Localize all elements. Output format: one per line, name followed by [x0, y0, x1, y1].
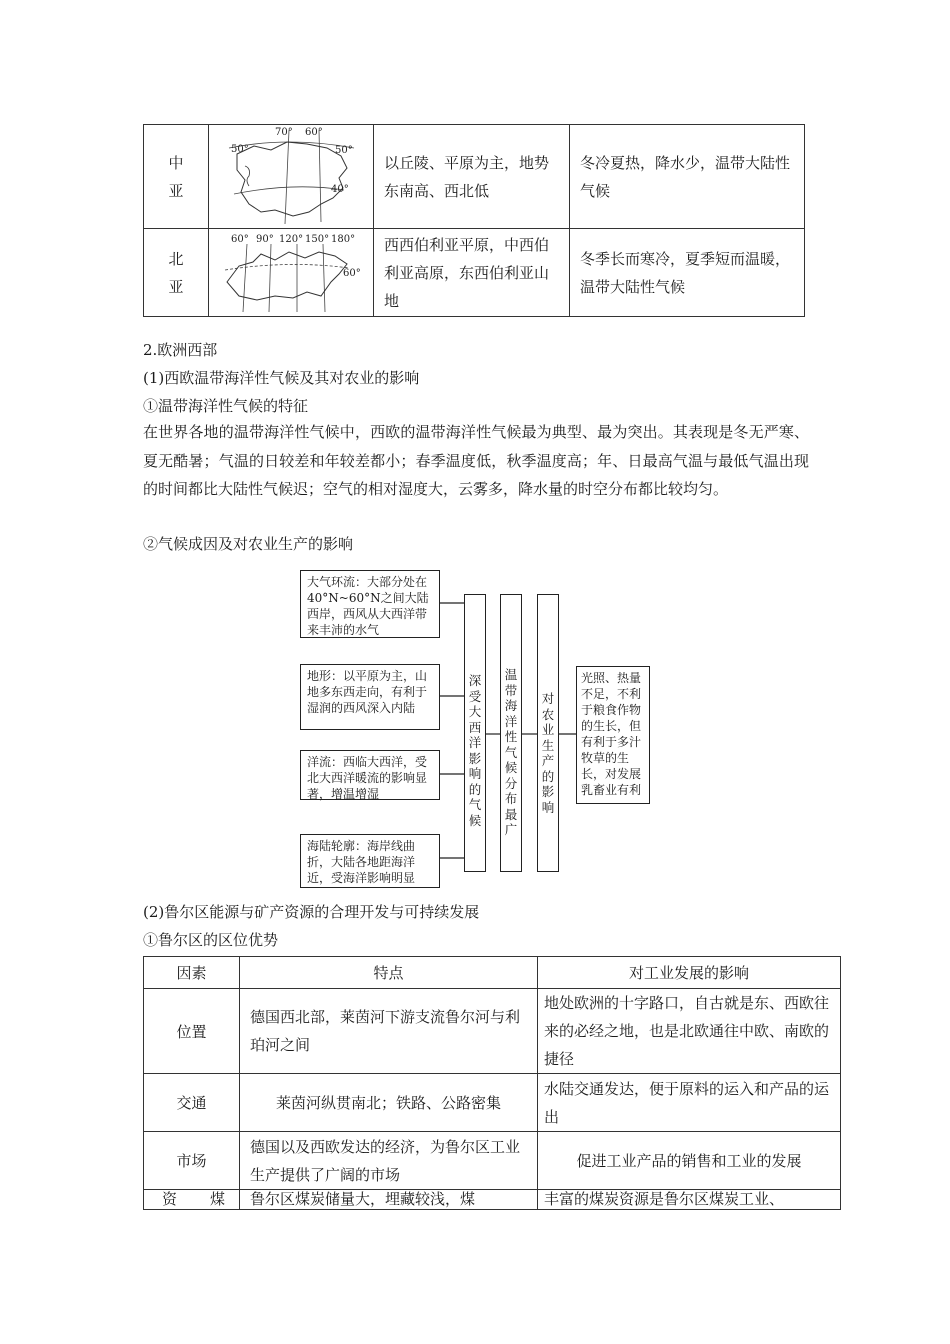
cause-box-coastline: 海陆轮廓：海岸线曲折，大陆各地距海洋近，受海洋影响明显: [300, 834, 440, 888]
central-asia-map: [209, 125, 374, 229]
maritime-climate-box: 温带海洋性气候分布最广: [500, 594, 522, 872]
map-label: 60°: [343, 267, 361, 279]
asia-region-table: [143, 124, 805, 317]
north-asia-map: [209, 229, 374, 317]
table-row: 位置 德国西北部，莱茵河下游支流鲁尔河与利珀河之间 地处欧洲的十字路口，自古就是东、西欧往来的必经之地，也是北欧通往中欧、南欧的捷径: [144, 989, 841, 1074]
region-label-north-asia: 北亚: [144, 229, 209, 317]
terrain-cell: 以丘陵、平原为主，地势东南高、西北低: [374, 125, 570, 229]
column-header: 因素: [144, 957, 240, 989]
item-heading: ①鲁尔区的区位优势: [143, 931, 279, 949]
atlantic-influence-box: 深受大西洋影响的气候: [464, 594, 486, 872]
cause-box-circulation: 大气环流：大部分处在40°N~60°N之间大陆西岸，西风从大西洋带来丰沛的水气: [300, 570, 440, 638]
map-label: 60°: [231, 233, 249, 245]
climate-cell: 冬季长而寒冷，夏季短而温暖，温带大陆性气候: [570, 229, 805, 317]
cause-box-terrain: 地形：以平原为主，山地多东西走向，有利于湿润的西风深入内陆: [300, 664, 440, 730]
column-header: 特点: [240, 957, 538, 989]
table-row: 交通 莱茵河纵贯南北；铁路、公路密集 水陆交通发达，便于原料的运入和产品的运出: [144, 1074, 841, 1132]
map-label: 60°: [305, 126, 323, 138]
ruhr-location-table: [143, 956, 841, 1210]
cause-box-current: 洋流：西临大西洋，受北大西洋暖流的影响显著，增温增湿: [300, 750, 440, 800]
column-header: 对工业发展的影响: [538, 957, 841, 989]
map-label: 50°: [335, 144, 353, 156]
climate-paragraph: 在世界各地的温带海洋性气候中，西欧的温带海洋性气候最为典型、最为突出。其表现是冬无严寒、夏无酷暑；气温的日较差和年较差都小；春季温度低，秋季温度高；年、日最高气温与最低气温出现的时间都比大陆性气候迟；空气的相对湿度大，云雾多，降水量的时空分布都比较均匀。: [143, 423, 809, 498]
map-label: 120°: [279, 233, 304, 245]
subsection-heading: (1)西欧温带海洋性气候及其对农业的影响: [143, 369, 420, 387]
climate-cause-diagram: [300, 568, 660, 890]
map-label: 150°: [305, 233, 330, 245]
item-heading: ②气候成因及对农业生产的影响: [143, 535, 354, 553]
region-label-central-asia: 中亚: [144, 125, 209, 229]
agriculture-impact-box: 对农业生产的影响: [537, 594, 559, 872]
item-heading: ①温带海洋性气候的特征: [143, 397, 309, 415]
map-label: 70°: [275, 126, 293, 138]
map-label: 90°: [256, 233, 274, 245]
map-label: 40°: [331, 183, 349, 195]
map-label: 180°: [331, 233, 356, 245]
subsection-heading: (2)鲁尔区能源与矿产资源的合理开发与可持续发展: [143, 903, 480, 921]
terrain-cell: 西西伯利亚平原，中西伯利亚高原，东西伯利亚山地: [374, 229, 570, 317]
section-heading: 2.欧洲西部: [143, 341, 218, 359]
climate-cell: 冬冷夏热，降水少，温带大陆性气候: [570, 125, 805, 229]
map-label: 50°: [231, 143, 249, 155]
table-row: 资 煤 鲁尔区煤炭储量大，埋藏较浅，煤 丰富的煤炭资源是鲁尔区煤炭工业、: [144, 1190, 841, 1210]
table-row: 市场 德国以及西欧发达的经济，为鲁尔区工业生产提供了广阔的市场 促进工业产品的销售和工业的发展: [144, 1132, 841, 1190]
result-box: 光照、热量不足，不利于粮食作物的生长，但有利于多汁牧草的生长，对发展乳畜业有利: [576, 666, 650, 804]
